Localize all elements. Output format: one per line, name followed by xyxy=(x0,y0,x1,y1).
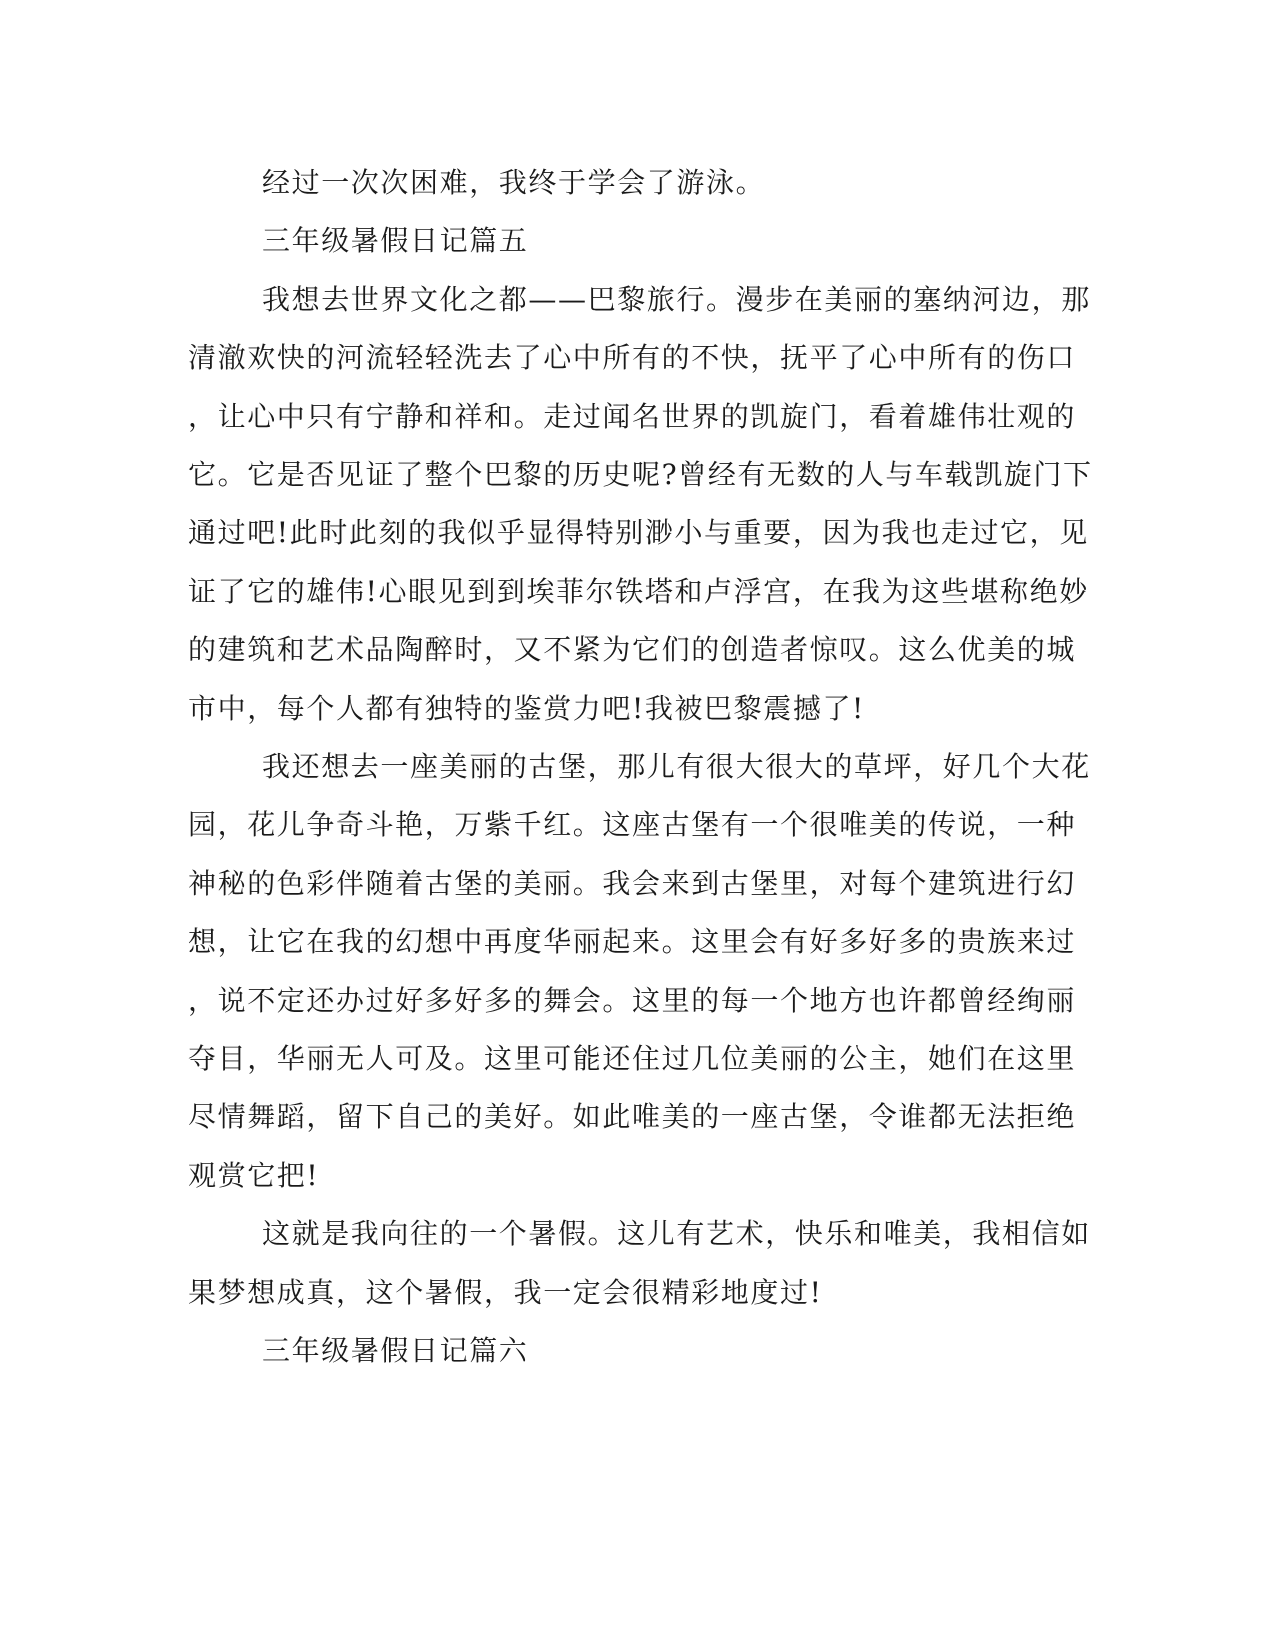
paris-line-7: 的建筑和艺术品陶醉时，又不紧为它们的创造者惊叹。这么优美的城 xyxy=(188,633,1077,666)
paris-line-1: 我想去世界文化之都——巴黎旅行。漫步在美丽的塞纳河边，那 xyxy=(262,283,1091,316)
heading-entry-five: 三年级暑假日记篇五 xyxy=(262,224,529,257)
paris-line-6: 证了它的雄伟!心眼见到到埃菲尔铁塔和卢浮宫，在我为这些堪称绝妙 xyxy=(188,575,1089,608)
heading-entry-six: 三年级暑假日记篇六 xyxy=(262,1334,529,1367)
paris-line-5: 通过吧!此时此刻的我似乎显得特别渺小与重要，因为我也走过它，见 xyxy=(188,516,1089,549)
summary-line-2: 果梦想成真，这个暑假，我一定会很精彩地度过! xyxy=(188,1276,823,1309)
paris-line-3: ，让心中只有宁静和祥和。走过闻名世界的凯旋门，看着雄伟壮观的 xyxy=(188,400,1077,433)
paris-line-4: 它。它是否见证了整个巴黎的历史呢?曾经有无数的人与车载凯旋门下 xyxy=(188,458,1093,491)
castle-line-5: ，说不定还办过好多好多的舞会。这里的每一个地方也许都曾经绚丽 xyxy=(188,984,1077,1017)
summary-line-1: 这就是我向往的一个暑假。这儿有艺术，快乐和唯美，我相信如 xyxy=(262,1217,1091,1250)
castle-line-6: 夺目，华丽无人可及。这里可能还住过几位美丽的公主，她们在这里 xyxy=(188,1042,1077,1075)
paragraph-swimming: 经过一次次困难，我终于学会了游泳。 xyxy=(262,166,766,199)
castle-line-7: 尽情舞蹈，留下自己的美好。如此唯美的一座古堡，令谁都无法拒绝 xyxy=(188,1100,1077,1133)
paris-line-2: 清澈欢快的河流轻轻洗去了心中所有的不快，抚平了心中所有的伤口 xyxy=(188,341,1077,374)
castle-line-8: 观赏它把! xyxy=(188,1159,320,1192)
castle-line-3: 神秘的色彩伴随着古堡的美丽。我会来到古堡里，对每个建筑进行幻 xyxy=(188,867,1077,900)
paris-line-8: 市中，每个人都有独特的鉴赏力吧!我被巴黎震撼了! xyxy=(188,692,865,725)
castle-line-4: 想，让它在我的幻想中再度华丽起来。这里会有好多好多的贵族来过 xyxy=(188,925,1077,958)
castle-line-1: 我还想去一座美丽的古堡，那儿有很大很大的草坪，好几个大花 xyxy=(262,750,1091,783)
castle-line-2: 园，花儿争奇斗艳，万紫千红。这座古堡有一个很唯美的传说，一种 xyxy=(188,808,1077,841)
